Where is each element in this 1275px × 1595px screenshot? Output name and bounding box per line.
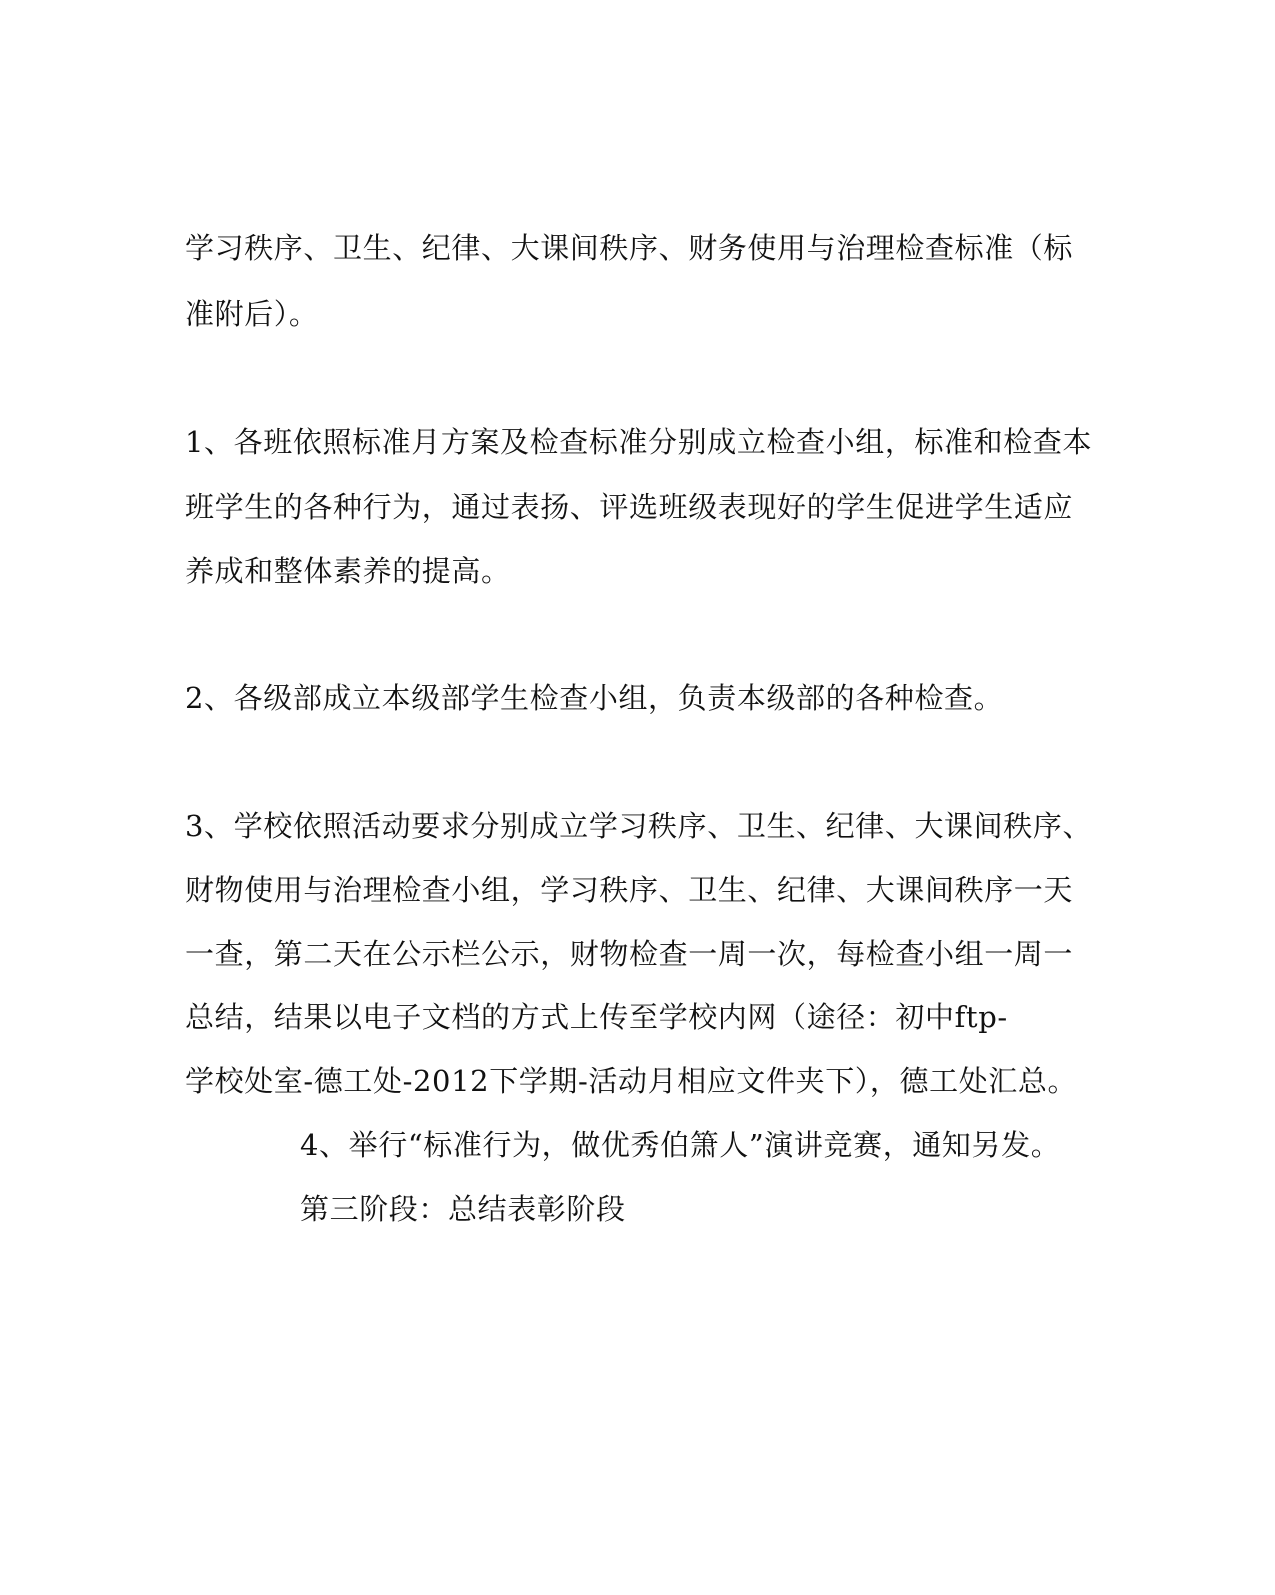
item-1-line-2: 班学生的各种行为，通过表扬、评选班级表现好的学生促进学生适应 xyxy=(185,490,1074,524)
item-3-line-5: 学校处室-德工处-2012下学期-活动月相应文件夹下），德工处汇总。 xyxy=(185,1064,1078,1098)
item-4-line-1: 4、举行“标准行为，做优秀伯箫人”演讲竞赛，通知另发。 xyxy=(300,1128,1061,1162)
section-heading-stage-3: 第三阶段：总结表彰阶段 xyxy=(300,1192,626,1226)
item-3-line-2: 财物使用与治理检查小组，学习秩序、卫生、纪律、大课间秩序一天 xyxy=(185,873,1074,907)
item-1-line-3: 养成和整体素养的提高。 xyxy=(185,554,511,588)
item-3-line-3: 一查，第二天在公示栏公示，财物检查一周一次，每检查小组一周一 xyxy=(185,937,1074,971)
item-1-line-1: 1、各班依照标准月方案及检查标准分别成立检查小组，标准和检查本 xyxy=(185,425,1093,459)
item-3-line-1: 3、学校依照活动要求分别成立学习秩序、卫生、纪律、大课间秩序、 xyxy=(185,809,1093,843)
item-2-line-1: 2、各级部成立本级部学生检查小组，负责本级部的各种检查。 xyxy=(185,681,1004,715)
item-3-line-4: 总结，结果以电子文档的方式上传至学校内网（途径：初中ftp- xyxy=(185,1000,1008,1034)
paragraph-line-1: 学习秩序、卫生、纪律、大课间秩序、财务使用与治理检查标准（标 xyxy=(185,231,1074,265)
paragraph-line-2: 准附后）。 xyxy=(185,297,319,331)
